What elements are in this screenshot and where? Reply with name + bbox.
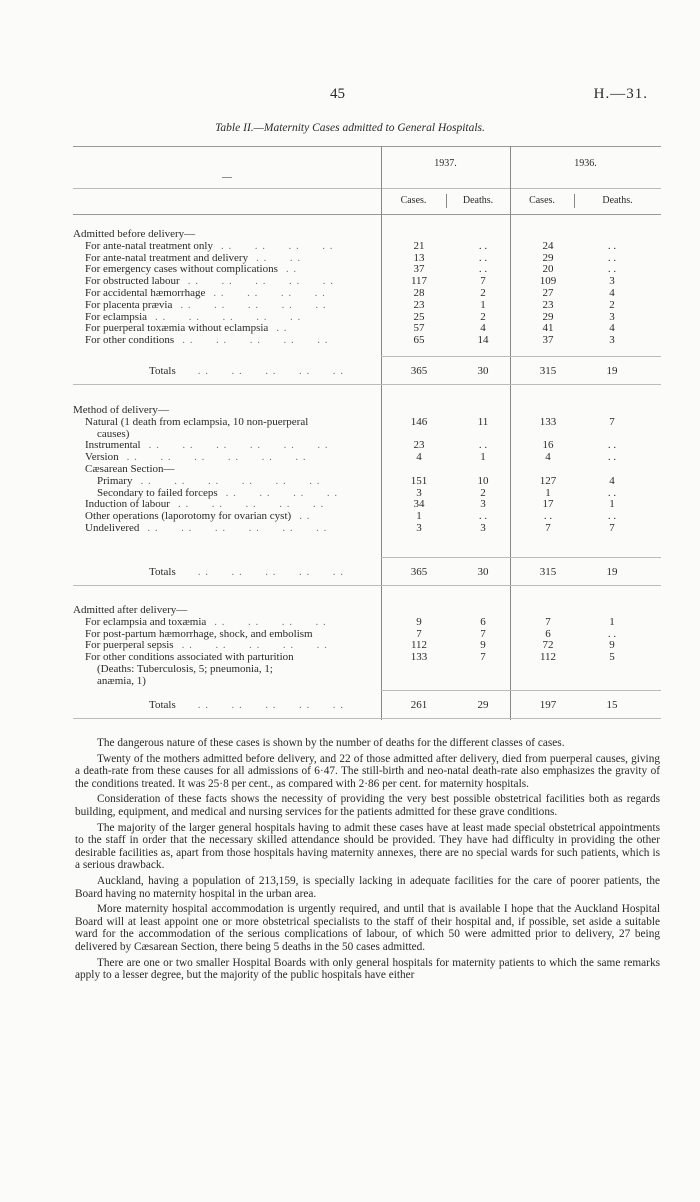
deaths-1936-cell: . . xyxy=(607,451,617,464)
deaths-1937-cell: 6 xyxy=(480,615,486,628)
table-row xyxy=(73,252,661,264)
row-label-text: For ante-natal treatment only xyxy=(85,239,213,252)
cases-1936-cell: . . xyxy=(543,510,553,523)
table-row xyxy=(73,628,661,640)
cases-1937-cell: 23 xyxy=(413,439,425,452)
deaths-1936-cell: 2 xyxy=(609,298,615,311)
deaths-1936-cell: 5 xyxy=(609,651,615,664)
row-label xyxy=(85,628,313,640)
leader-dots: . . . . . . . . . . xyxy=(197,365,344,377)
row-label-text: For emergency cases without complications xyxy=(85,263,278,276)
deaths-1936-cell: . . xyxy=(607,263,617,276)
deaths-1937-cell: 14 xyxy=(477,334,489,347)
row-label-text: For eclampsia and toxæmia xyxy=(85,615,207,628)
totals-label-text: Totals xyxy=(149,365,176,377)
row-label xyxy=(85,240,333,252)
section-heading-label: Admitted before delivery— xyxy=(73,228,196,240)
deaths-1937-cell: . . xyxy=(478,263,488,276)
paragraph: More maternity hospital accommodation is urgently required, and until that is available I hope that the Auckland Hospital Board will at least appoint one or more obstetrical specialists to the staff of their hospital and, if possible, set aside a suitable ward for the accommodation of the serious complications of labour, of which 50 were admitted prior to delivery, 27 being delivered by Cæsarean Section, there being 5 deaths in the 50 cases admitted. xyxy=(75,903,660,953)
row-label-text: For placenta prævia xyxy=(85,298,173,311)
table-row xyxy=(73,522,661,534)
deaths-1936-cell: . . xyxy=(607,486,617,499)
deaths-1937-cell: 7 xyxy=(480,627,486,640)
totals-label-text: Totals xyxy=(149,699,176,711)
table-row xyxy=(73,287,661,299)
cases-1937-cell: 117 xyxy=(410,275,428,288)
cases-1936-cell: 109 xyxy=(539,275,557,288)
cases-1936-cell: 4 xyxy=(545,451,551,464)
table-top-rule xyxy=(73,146,661,147)
total-deaths-1936-cell: 15 xyxy=(606,699,618,711)
totals-label-text: Totals xyxy=(149,566,176,578)
total-cases-1937-cell: 261 xyxy=(410,699,428,711)
total-deaths-1937-cell: 29 xyxy=(477,699,489,711)
paragraph: The dangerous nature of these cases is shown by the number of deaths for the different classes of cases. xyxy=(97,737,565,749)
total-cases-1937-cell: 365 xyxy=(410,365,428,377)
row-label xyxy=(85,639,328,651)
section-rule xyxy=(73,384,661,385)
row-label xyxy=(85,299,327,311)
table-row xyxy=(73,299,661,311)
paragraph: Auckland, having a population of 213,159, is specially lacking in adequate facilities for the care of poorer patients, the Board having no maternity hospital in the urban area. xyxy=(75,874,660,900)
deaths-1936-header: Deaths. xyxy=(602,195,633,206)
row-label xyxy=(85,616,327,628)
totals-label xyxy=(149,365,344,377)
row-label-text: Undelivered xyxy=(85,522,140,534)
row-label-text: For obstructed labour xyxy=(85,275,180,288)
total-deaths-1936-cell: 19 xyxy=(606,566,618,578)
deaths-1937-cell: 4 xyxy=(480,322,486,335)
commentary xyxy=(75,737,660,985)
deaths-1936-cell: . . xyxy=(607,627,617,640)
deaths-1937-cell: 2 xyxy=(480,287,486,299)
table-row xyxy=(73,498,661,510)
row-label xyxy=(85,416,308,428)
table-row xyxy=(73,275,661,287)
deaths-1937-cell: 9 xyxy=(480,639,486,652)
deaths-1937-header: Deaths. xyxy=(462,195,494,206)
deaths-1937-cell: 10 xyxy=(477,474,489,487)
deaths-1936-cell: 4 xyxy=(609,474,615,487)
totals-rule xyxy=(381,356,661,357)
leader-dots: . . xyxy=(276,322,288,335)
row-label-text: Primary xyxy=(97,474,133,487)
deaths-1936-cell: . . xyxy=(607,439,617,452)
cases-1937-cell: 4 xyxy=(416,451,422,464)
cases-1937-cell: 9 xyxy=(416,615,422,628)
cases-1937-cell: 65 xyxy=(413,334,425,347)
paragraph: The majority of the larger general hospitals having to admit these cases have at least made special obstetrical appointments to the staff in order that the necessary skilled attendance should be provided. They have had difficulty in providing the other desirable facilities as, apart from those hospitals having maternity annexes, there are no special wards for such patients, which is a serious drawback. xyxy=(75,821,660,872)
table-row xyxy=(73,439,661,451)
total-deaths-1937-cell: 30 xyxy=(477,365,489,377)
year-rule xyxy=(73,188,661,189)
cases-1937-header: Cases. xyxy=(400,195,427,206)
cases-1937-cell: 21 xyxy=(413,239,425,252)
row-label xyxy=(85,263,297,275)
leader-dots: . . . . . . . . . . xyxy=(182,334,329,347)
leader-dots: . . . . . . . . . . xyxy=(155,310,302,323)
total-cases-1936-cell: 197 xyxy=(539,699,557,711)
cases-1937-cell: 133 xyxy=(410,651,428,664)
deaths-1937-cell: 11 xyxy=(477,415,489,428)
cases-1936-cell: 41 xyxy=(542,322,554,335)
table-row xyxy=(73,675,661,687)
cases-1936-cell: 29 xyxy=(542,310,554,323)
row-label xyxy=(97,675,146,687)
cases-1936-cell: 24 xyxy=(542,239,554,252)
deaths-1937-cell: . . xyxy=(478,510,488,523)
total-cases-1936-cell: 315 xyxy=(539,566,557,578)
table-row xyxy=(73,428,661,440)
leader-dots: . . xyxy=(285,263,298,276)
row-label xyxy=(85,334,328,346)
row-label-text: anæmia, 1) xyxy=(97,674,146,687)
cases-1937-cell: 3 xyxy=(416,486,422,499)
cases-1936-cell: 16 xyxy=(542,439,554,452)
section-heading-label: Method of delivery— xyxy=(73,404,169,416)
row-label-text: For ante-natal treatment and delivery xyxy=(85,251,249,264)
table-row xyxy=(73,510,661,522)
leader-dots: . . . . . . . . . . . . xyxy=(147,522,328,534)
row-label-text: For other conditions xyxy=(85,334,175,347)
totals-row xyxy=(73,566,661,578)
cases-1936-cell: 23 xyxy=(542,298,554,311)
leader-dots: . . . . . . . . . . . . xyxy=(148,439,329,452)
paragraph: There are one or two smaller Hospital Boards with only general hospitals for maternity patients to which the same remarks apply to a lesser degree, but the majority of the public hospitals have either xyxy=(75,956,660,982)
row-label xyxy=(85,451,307,463)
total-cases-1937-cell: 365 xyxy=(410,566,428,578)
row-label-text: For puerperal sepsis xyxy=(85,639,174,652)
cases-1937-cell: 1 xyxy=(416,510,422,523)
leader-dots: . . . . . . . . . . xyxy=(180,298,327,311)
row-label-text: For other conditions associated with parturition xyxy=(85,651,294,664)
totals-rule xyxy=(381,557,661,558)
row-label xyxy=(97,475,320,487)
deaths-1936-cell: 7 xyxy=(609,415,615,428)
page-number: 45 xyxy=(330,86,345,102)
deaths-1936-cell: 9 xyxy=(609,639,615,652)
row-label xyxy=(85,510,310,522)
deaths-1936-cell: 3 xyxy=(609,275,615,288)
total-cases-1936-cell: 315 xyxy=(539,365,557,377)
year-1937-header: 1937. xyxy=(434,158,457,169)
year-1936-header: 1936. xyxy=(574,158,597,169)
deaths-1937-cell: 7 xyxy=(480,275,486,288)
leader-dots: . . . . . . . . . . xyxy=(181,639,328,652)
header-bottom-rule xyxy=(73,214,661,215)
deaths-1937-cell: 3 xyxy=(480,498,486,511)
row-label xyxy=(85,522,327,534)
cases-1937-cell: 151 xyxy=(410,474,428,487)
deaths-1937-cell: . . xyxy=(478,239,488,252)
leader-dots: . . . . . . . . xyxy=(214,615,327,628)
leader-dots: . . . . . . . . . . . . xyxy=(140,474,321,487)
row-label-text: Version xyxy=(85,451,119,464)
cases-1936-cell: 6 xyxy=(545,627,551,640)
document-reference: H.—31. xyxy=(593,86,648,102)
deaths-1937-cell: 1 xyxy=(480,451,486,464)
leader-dots: . . . . . . . . . . xyxy=(187,275,334,288)
total-deaths-1936-cell: 19 xyxy=(606,365,618,377)
cases-1936-cell: 133 xyxy=(539,415,557,428)
row-label xyxy=(85,252,301,264)
table-row xyxy=(73,240,661,252)
row-label-text: For puerperal toxæmia without eclampsia xyxy=(85,322,269,335)
page-header xyxy=(0,86,700,106)
cases-1937-cell: 112 xyxy=(410,639,428,652)
table-row xyxy=(73,334,661,346)
leader-dots: . . . . xyxy=(256,251,302,264)
row-label-text: Cæsarean Section— xyxy=(85,463,175,475)
cases-1937-cell: 7 xyxy=(416,627,422,640)
deaths-1937-cell: 1 xyxy=(480,298,486,311)
cases-1936-cell: 72 xyxy=(542,639,554,652)
cases-1937-cell: 13 xyxy=(413,251,425,264)
deaths-1936-cell: 4 xyxy=(609,322,615,335)
row-label-text: For post-partum hæmorrhage, shock, and embolism xyxy=(85,627,313,640)
paragraph: Twenty of the mothers admitted before delivery, and 22 of those admitted after delivery, died from puerperal causes, giving a death-rate from these causes for all admissions of 6·47. The still-birth and neo-natal death-rate also emphasizes the gravity of the conditions treated. It was 25·8 per cent., as compared with 2·86 per cent. for maternity hospitals. xyxy=(75,752,660,790)
deaths-1936-cell: 7 xyxy=(609,522,615,534)
section-heading xyxy=(73,404,661,416)
table-row xyxy=(73,487,661,499)
section-rule xyxy=(73,585,661,586)
totals-label xyxy=(149,566,344,578)
table-row xyxy=(73,463,661,475)
row-label-text: For eclampsia xyxy=(85,310,148,323)
section-rule xyxy=(73,718,661,719)
section-heading xyxy=(73,604,661,616)
table-caption: Table II.—Maternity Cases admitted to General Hospitals. xyxy=(215,122,485,134)
leader-dots: . . . . . . . . . . . . xyxy=(126,451,307,464)
row-label xyxy=(85,439,329,451)
deaths-1936-cell: 1 xyxy=(609,615,615,628)
table-row xyxy=(73,475,661,487)
cases-1936-cell: 29 xyxy=(542,251,554,264)
table-row xyxy=(73,311,661,323)
row-label-text: Secondary to failed forceps xyxy=(97,486,218,499)
maternity-table xyxy=(73,146,661,720)
paragraph: Consideration of these facts shows the necessity of providing the very best possible obstetrical facilities both as regards building, equipment, and medical and nursing services for the patients admitted for these grave conditions. xyxy=(75,793,660,818)
row-label-text: (Deaths: Tuberculosis, 5; pneumonia, 1; xyxy=(97,663,273,675)
cases-1937-cell: 25 xyxy=(413,310,425,323)
cases-1936-cell: 20 xyxy=(542,263,554,276)
table-row xyxy=(73,451,661,463)
row-label xyxy=(97,428,129,440)
row-label xyxy=(85,651,294,663)
table-row xyxy=(73,322,661,334)
deaths-1937-cell: 7 xyxy=(480,651,486,664)
cases-1937-cell: 146 xyxy=(410,415,428,428)
totals-label xyxy=(149,699,344,711)
table-row xyxy=(73,651,661,663)
row-label-text: Other operations (laporotomy for ovarian cyst) xyxy=(85,510,292,523)
cases-1936-cell: 112 xyxy=(539,651,557,664)
totals-rule xyxy=(381,690,661,691)
row-label-text: For accidental hæmorrhage xyxy=(85,287,206,299)
deaths-1936-cell: . . xyxy=(607,510,617,523)
leader-dots: . . . . . . . . . . xyxy=(177,498,325,511)
table-row xyxy=(73,263,661,275)
deaths-1937-cell: 3 xyxy=(480,522,486,534)
deaths-1937-cell: . . xyxy=(478,251,488,264)
leader-dots: . . . . . . . . . . xyxy=(197,699,344,711)
row-label xyxy=(85,498,324,510)
totals-row xyxy=(73,365,661,377)
total-deaths-1937-cell: 30 xyxy=(477,566,489,578)
cases-1936-cell: 17 xyxy=(542,498,554,511)
leader-dots: . . xyxy=(299,510,311,523)
cases-1936-cell: 1 xyxy=(545,486,551,499)
cases-1936-cell: 27 xyxy=(542,287,554,299)
row-label xyxy=(97,487,338,499)
row-label xyxy=(85,287,326,299)
leader-dots: . . . . . . . . xyxy=(225,486,339,499)
table-row xyxy=(73,616,661,628)
cases-1937-cell: 28 xyxy=(413,287,425,299)
leader-dots: . . . . . . . . . . xyxy=(197,566,344,578)
deaths-1937-cell: . . xyxy=(478,439,488,452)
table-row xyxy=(73,639,661,651)
cases-1936-cell: 127 xyxy=(539,474,557,487)
cases-1937-cell: 34 xyxy=(413,498,425,511)
cases-1936-cell: 37 xyxy=(542,334,554,347)
leader-dots: . . . . . . . . xyxy=(220,239,334,252)
row-label-text: Natural (1 death from eclampsia, 10 non-puerperal xyxy=(85,415,309,428)
row-label xyxy=(97,663,273,675)
deaths-1936-cell: . . xyxy=(607,239,617,252)
deaths-1936-cell: . . xyxy=(607,251,617,264)
cases-1936-cell: 7 xyxy=(545,522,551,534)
deaths-1936-cell: 3 xyxy=(609,334,615,347)
row-label xyxy=(85,275,334,287)
cases-1937-cell: 37 xyxy=(413,263,425,276)
cases-1936-header: Cases. xyxy=(529,195,555,206)
deaths-1936-cell: 1 xyxy=(609,498,615,511)
deaths-1937-cell: 2 xyxy=(480,310,486,323)
row-label-text: Induction of labour xyxy=(85,498,170,511)
row-label xyxy=(85,463,175,475)
deaths-1937-cell: 2 xyxy=(480,486,486,499)
cases-1936-cell: 7 xyxy=(545,615,551,628)
deaths-1936-cell: 4 xyxy=(609,287,615,299)
deaths-1936-cell: 3 xyxy=(609,310,615,323)
row-label xyxy=(85,322,288,334)
totals-row xyxy=(73,699,661,711)
row-label-text: causes) xyxy=(97,427,130,440)
cases-1937-cell: 57 xyxy=(413,322,425,335)
row-label xyxy=(85,311,301,323)
cases-1937-cell: 23 xyxy=(413,298,425,311)
leader-dots: . . . . . . . . xyxy=(213,287,326,299)
table-row xyxy=(73,416,661,428)
section-heading-label: Admitted after delivery— xyxy=(73,604,188,616)
stub-header: — xyxy=(222,172,232,183)
section-heading xyxy=(73,228,661,240)
row-label-text: Instrumental xyxy=(85,439,141,452)
cases-1937-cell: 3 xyxy=(416,522,422,534)
table-row xyxy=(73,663,661,675)
